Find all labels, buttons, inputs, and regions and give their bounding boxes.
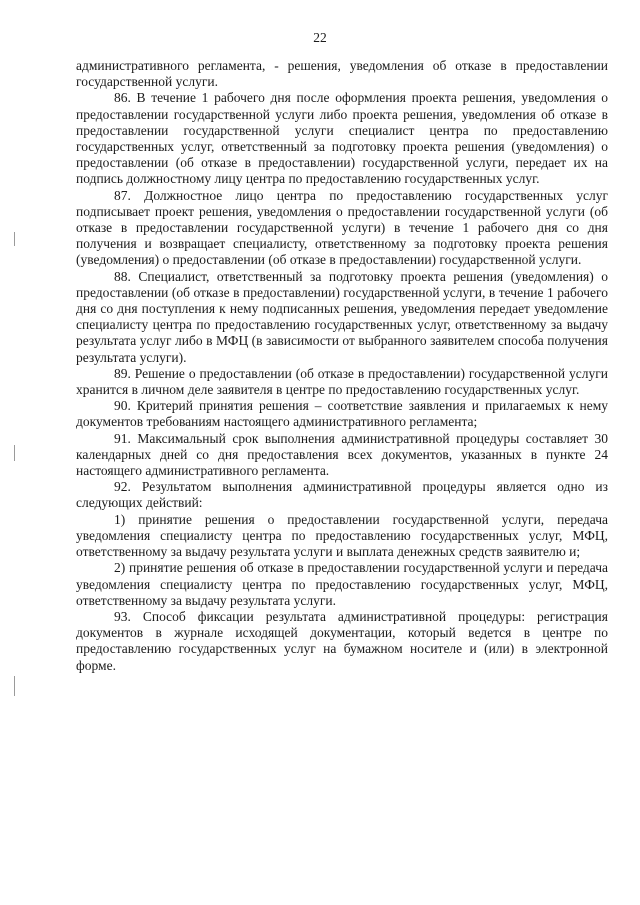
margin-scan-mark xyxy=(14,232,15,246)
margin-scan-mark xyxy=(14,445,15,461)
paragraph-92: 92. Результатом выполнения административной процедуры является одно из следующих действий: xyxy=(76,479,608,511)
paragraph-88: 88. Специалист, ответственный за подготовку проекта решения (уведомления) о предоставлении (об отказе в предоставлении) государственной услуги, в течение 1 рабочего дня со дня поступления к нему подписанных решения, уведомления передает уведомление специалисту центра по предоставлению государственных услуг, ответственному за выдачу результата услуг либо в МФЦ (в зависимости от выбранного заявителем способа получения результата услуги). xyxy=(76,268,608,365)
paragraph-93: 93. Способ фиксации результата административной процедуры: регистрация документов в журнале исходящей документации, который ведется в центре по предоставлению государственных услуг на бумажном носителе и (или) в электронной форме. xyxy=(76,608,608,673)
document-body xyxy=(76,58,608,674)
paragraph-86: 86. В течение 1 рабочего дня после оформления проекта решения, уведомления о предоставлении государственной услуги либо проекта решения, уведомления об отказе в предоставлении государственной услуги специалист центра по предоставлению государственных услуг, ответственный за подготовку проекта решения (уведомления) о предоставлении (об отказе в предоставлении) государственной услуги, передает их на подпись должностному лицу центра по предоставлению государственных услуг. xyxy=(76,90,608,187)
paragraph-92-item-1: 1) принятие решения о предоставлении государственной услуги, передача уведомления специалисту центра по предоставлению государственных услуг, МФЦ, ответственному за выдачу результата услуги и выплата денежных средств заявителю и; xyxy=(76,511,608,560)
paragraph-90: 90. Критерий принятия решения – соответствие заявления и прилагаемых к нему документов требованиям настоящего административного регламента; xyxy=(76,398,608,430)
paragraph-87: 87. Должностное лицо центра по предоставлению государственных услуг подписывает проект решения, уведомления о предоставлении государственной услуги (об отказе в предоставлении государственной услуги) в течение 1 рабочего дня со дня получения и возвращает специалисту, ответственному за подготовку проекта решения (уведомления) о предоставлении (об отказе в предоставлении) государственной услуги. xyxy=(76,187,608,268)
paragraph-91: 91. Максимальный срок выполнения административной процедуры составляет 30 календарных дней со дня предоставления всех документов, указанных в пункте 24 настоящего административного регламента. xyxy=(76,430,608,479)
paragraph-89: 89. Решение о предоставлении (об отказе в предоставлении) государственной услуги хранится в личном деле заявителя в центре по предоставлению государственных услуг. xyxy=(76,365,608,398)
paragraph-92-item-2: 2) принятие решения об отказе в предоставлении государственной услуги и передача уведомления специалисту центра по предоставлению государственных услуг, МФЦ, ответственному за выдачу результата услуги. xyxy=(76,560,608,608)
page-number: 22 xyxy=(313,30,327,45)
paragraph-continuation: административного регламента, - решения, уведомления об отказе в предоставлении государственной услуги. xyxy=(76,58,608,90)
margin-scan-mark xyxy=(14,676,15,696)
